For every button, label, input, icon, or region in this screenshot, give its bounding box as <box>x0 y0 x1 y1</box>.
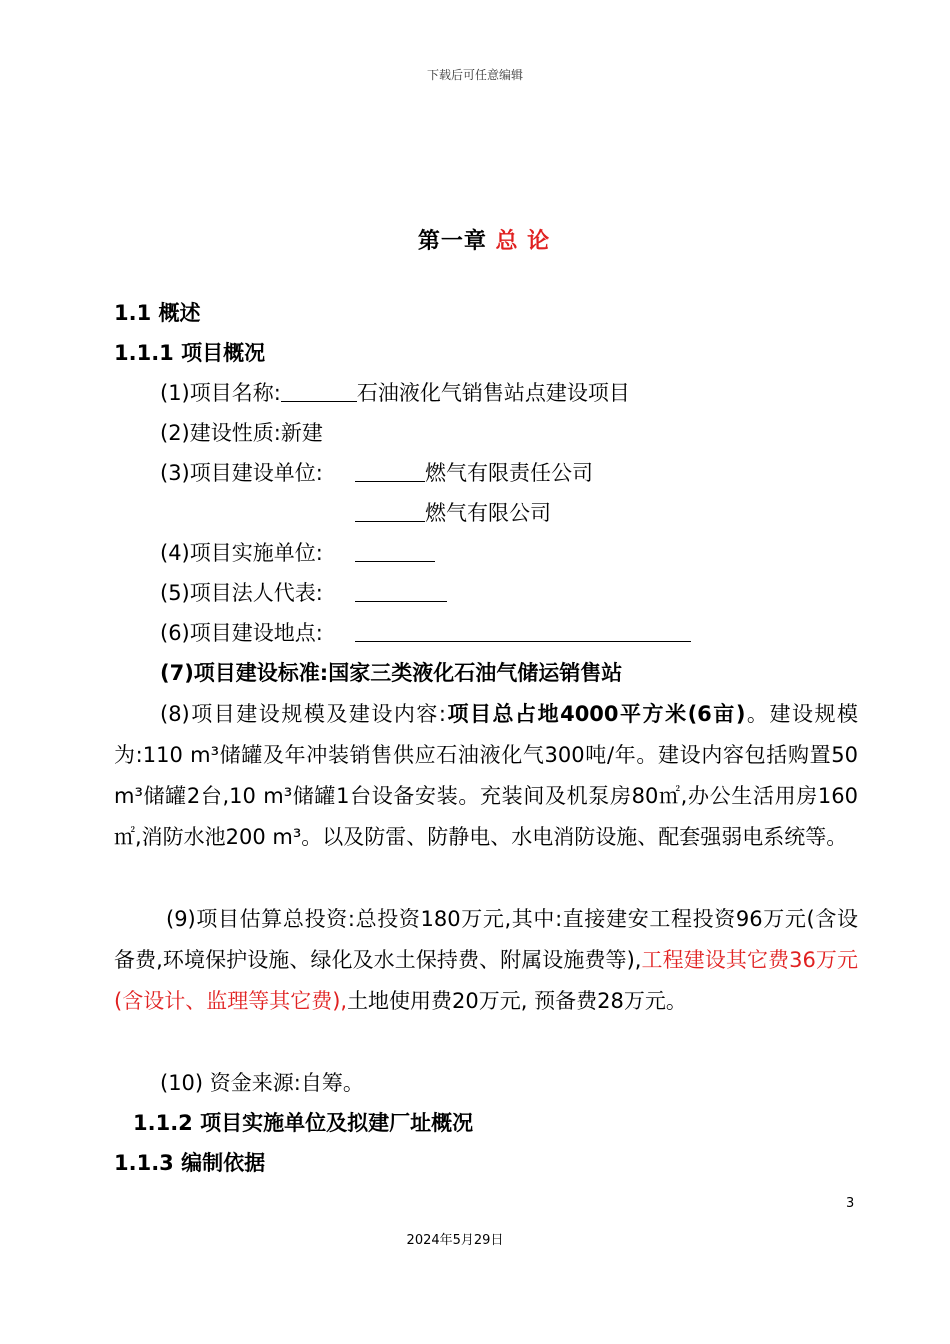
blank-line <box>355 499 425 522</box>
item-3-value-2 <box>355 493 551 533</box>
item-8-label: (8)项目建设规模及建设内容: <box>160 702 446 726</box>
item-3-value-1 <box>355 453 593 493</box>
section-1-1: 1.1 概述 <box>114 301 201 325</box>
item-9-b: 土地使用费20万元, 预备费28万元。 <box>347 989 687 1013</box>
item-8-rest: 。建设规模为:110 m³储罐及年冲装销售供应石油液化气300吨/年。建设内容包括购置50 m³储罐2台,10 m³储罐1台设备安装。充装间及机泵房80㎡,办公生活用房160㎡,消防水池200 m³。以及防雷、防静电、水电消防设施、配套强弱电系统等。 <box>114 702 858 849</box>
item-9-a: (9)项目估算总投资:总投资180万元,其中:直接建安工程投资96万元(含设备费,环境保护设施、绿化及水土保持费、附属设施费等), <box>114 907 858 972</box>
footer-date: 2024年5月29日 <box>406 1233 504 1248</box>
item-4: (4)项目实施单位: <box>160 541 323 565</box>
item-3-label: (3)项目建设单位: <box>160 461 323 485</box>
blank-line <box>355 539 435 562</box>
item-1-value: 石油液化气销售站点建设项目 <box>356 381 630 405</box>
chapter-name: 总 论 <box>495 229 551 254</box>
item-5-blank <box>355 573 447 613</box>
item-8 <box>114 694 858 858</box>
item-3 <box>160 453 323 493</box>
item-7: (7)项目建设标准:国家三类液化石油气储运销售站 <box>160 661 623 685</box>
item-1 <box>160 373 630 413</box>
section-1-1-1: 1.1.1 项目概况 <box>114 341 266 365</box>
item-10: (10) 资金来源:自筹。 <box>160 1071 364 1095</box>
item-1-label: (1)项目名称: <box>160 381 281 405</box>
section-1-1-3: 1.1.3 编制依据 <box>114 1151 266 1175</box>
page-number: 3 <box>846 1196 855 1211</box>
item-9-red: 工程建设其它费36万元(含设计、监理等其它费), <box>114 948 858 1013</box>
header-note: 下载后可任意编辑 <box>426 68 523 82</box>
item-3-company-2: 燃气有限公司 <box>425 501 551 525</box>
blank-line <box>355 579 447 602</box>
chapter-prefix: 第一章 <box>417 229 487 254</box>
blank-line <box>355 619 691 642</box>
item-2: (2)建设性质:新建 <box>160 421 323 445</box>
item-8-bold: 项目总占地4000平方米(6亩) <box>446 702 746 726</box>
section-1-1-2: 1.1.2 项目实施单位及拟建厂址概况 <box>133 1111 474 1135</box>
blank-line <box>355 459 425 482</box>
item-6: (6)项目建设地点: <box>160 621 323 645</box>
item-6-blank <box>355 613 691 653</box>
chapter-title <box>0 224 950 255</box>
item-4-blank <box>355 533 435 573</box>
item-5: (5)项目法人代表: <box>160 581 323 605</box>
blank-line <box>281 379 357 402</box>
item-3-company-1: 燃气有限责任公司 <box>425 461 593 485</box>
item-9 <box>114 899 858 1022</box>
